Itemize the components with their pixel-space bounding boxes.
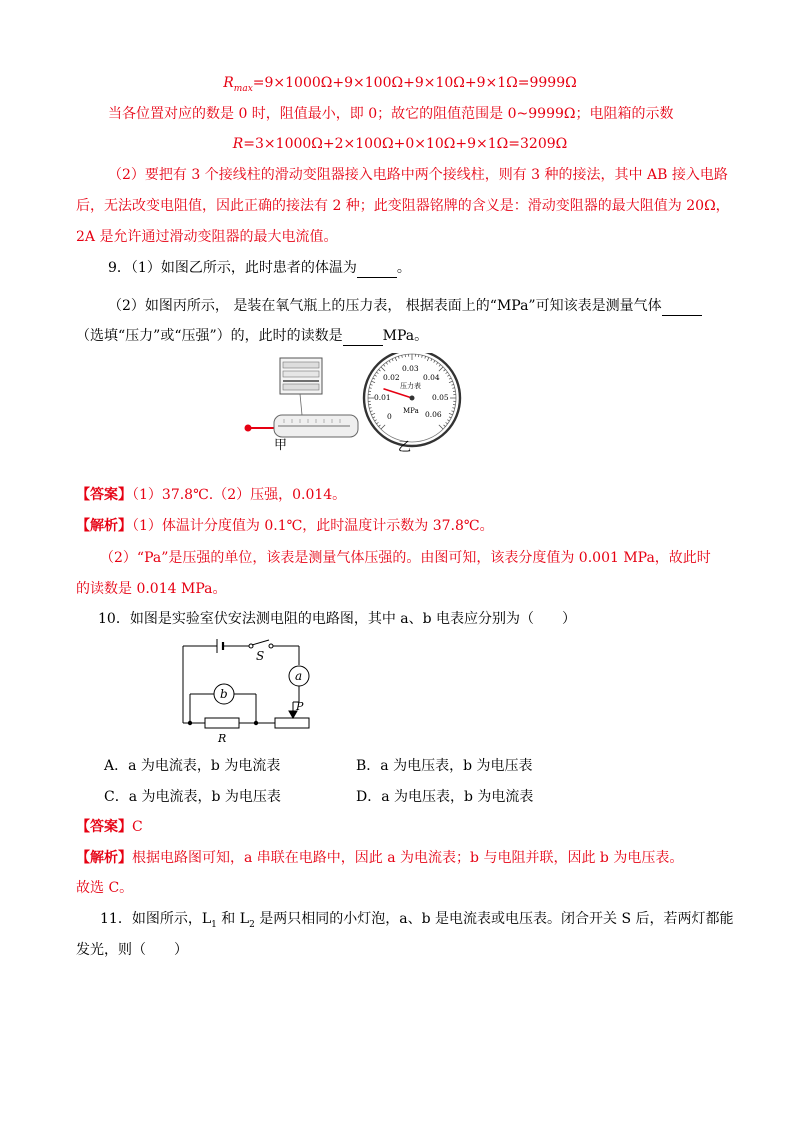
q10-analysis-text: 根据电路图可知，a 串联在电路中，因此 a 为电流表；b 与电阻并联，因此 b 为电压表。 <box>132 850 684 866</box>
rmax-var: R <box>223 75 234 91</box>
switch-blade <box>252 640 269 645</box>
q10-answer <box>76 817 143 837</box>
gauge-tick-0.05: 0.05 <box>432 393 449 402</box>
q9-analysis-2: （2）“Pa”是压强的单位，该表是测量气体压强的。由图可知，该表分度值为 0.001 MPa，故此时 <box>100 550 711 566</box>
gauge-tick-0.01: 0.01 <box>374 393 391 402</box>
option-a[interactable]: A．a 为电流表，b 为电流表 <box>104 758 281 774</box>
option-b[interactable]: B．a 为电压表，b 为电压表 <box>356 758 533 774</box>
resistor-r <box>205 718 239 728</box>
gauge-tick-0.02: 0.02 <box>383 373 400 382</box>
q10-answer-text: C <box>132 819 143 835</box>
fig-label-jia: 甲 <box>274 438 288 453</box>
gauge-tick-0.03: 0.03 <box>402 364 419 373</box>
part2-line3: 2A 是允许通过滑动变阻器的最大电流值。 <box>76 229 338 245</box>
q9-line3 <box>76 326 428 346</box>
thermometer-magnified <box>280 358 322 415</box>
answer-label: 【答案】 <box>76 487 132 503</box>
rmax-sub: max <box>233 83 253 94</box>
q11-sub-1: 1 <box>211 919 217 930</box>
gauge-tick-0.04: 0.04 <box>423 373 440 382</box>
q10-stem: 10．如图是实验室伏安法测电阻的电路图，其中 a、b 电表应分别为（ ） <box>98 611 577 627</box>
option-d[interactable]: D．a 为电压表，b 为电流表 <box>356 789 534 805</box>
analysis-text: （1）体温计分度值为 0.1℃，此时温度计示数为 37.8℃。 <box>132 518 494 534</box>
q10-analysis-label: 【解析】 <box>76 850 132 866</box>
q10-circuit <box>175 638 335 750</box>
q9-line2-text: （2）如图丙所示， 是装在氧气瓶上的压力表， 根据表面上的“MPa”可知该表是测量气体 <box>108 298 662 314</box>
q11-stem-2: 和 L <box>216 911 250 927</box>
part2-line2: 后，无法改变电阻值，因此正确的接法有 2 种；此变阻器铭牌的含义是：滑动变阻器的最大阻值为 20Ω， <box>76 198 730 214</box>
q10-conclusion: 故选 C。 <box>76 880 134 896</box>
answer-blank-2[interactable] <box>662 299 702 316</box>
q11-line2: 发光，则（ ） <box>76 942 188 958</box>
thermometer <box>245 415 359 437</box>
q10-answer-label: 【答案】 <box>76 819 132 835</box>
q9-answer <box>76 485 346 505</box>
fig-label-yi: 乙 <box>398 440 412 453</box>
q9-line2 <box>108 296 702 316</box>
resistor-label: R <box>218 732 227 745</box>
answer-blank-3[interactable] <box>343 329 383 346</box>
q9-analysis-3: 的读数是 0.014 MPa。 <box>76 581 227 597</box>
switch-label: S <box>256 649 265 663</box>
q11-stem-1: 11．如图所示，L <box>100 911 212 927</box>
q9-analysis <box>76 516 494 536</box>
r-expr: =3×1000Ω+2×100Ω+0×10Ω+9×1Ω=3209Ω <box>243 136 568 152</box>
gauge-tick-0: 0 <box>387 412 392 421</box>
rmax-formula <box>0 73 800 99</box>
rmax-expr: =9×1000Ω+9×100Ω+9×10Ω+9×1Ω=9999Ω <box>252 75 577 91</box>
range-text: 当各位置对应的数是 0 时，阻值最小，即 0；故它的阻值范围是 0~9999Ω；电阻箱的示数 <box>108 106 674 122</box>
gauge-title: 压力表 <box>400 382 421 390</box>
q10-analysis <box>76 848 683 868</box>
q9-figure <box>240 353 470 453</box>
r-var: R <box>232 136 244 152</box>
q11-stem-3: 是两只相同的小灯泡，a、b 是电流表或电压表。闭合开关 S 后，若两灯都能 <box>254 911 734 927</box>
q11-stem <box>100 909 734 935</box>
gauge-tick-0.06: 0.06 <box>425 410 442 419</box>
analysis-label: 【解析】 <box>76 518 132 534</box>
part2-line1: （2）要把有 3 个接线柱的滑动变阻器接入电路中两个接线柱，则有 3 种的接法，其中 AB 接入电路 <box>108 167 728 183</box>
answer-text: （1）37.8℃.（2）压强，0.014。 <box>132 487 347 503</box>
q11-sub-2: 2 <box>249 919 255 930</box>
q9-line1 <box>108 258 411 278</box>
gauge-unit: MPa <box>403 407 419 415</box>
q9-line3-text: （选填“压力”或“压强”）的，此时的读数是 <box>76 328 343 344</box>
meter-a-label: a <box>295 669 303 683</box>
q9-line1-end: 。 <box>396 260 411 276</box>
option-c[interactable]: C．a 为电流表，b 为电压表 <box>104 789 281 805</box>
meter-b-label: b <box>220 687 228 701</box>
q9-line3-end: MPa。 <box>382 328 429 344</box>
gauge-hub <box>410 396 415 401</box>
answer-blank-1[interactable] <box>357 261 397 278</box>
slider-label: P <box>296 700 304 713</box>
q9-line1-text: 9．（1）如图乙所示，此时患者的体温为 <box>108 260 357 276</box>
pressure-gauge <box>364 353 460 446</box>
r-formula <box>0 134 800 154</box>
